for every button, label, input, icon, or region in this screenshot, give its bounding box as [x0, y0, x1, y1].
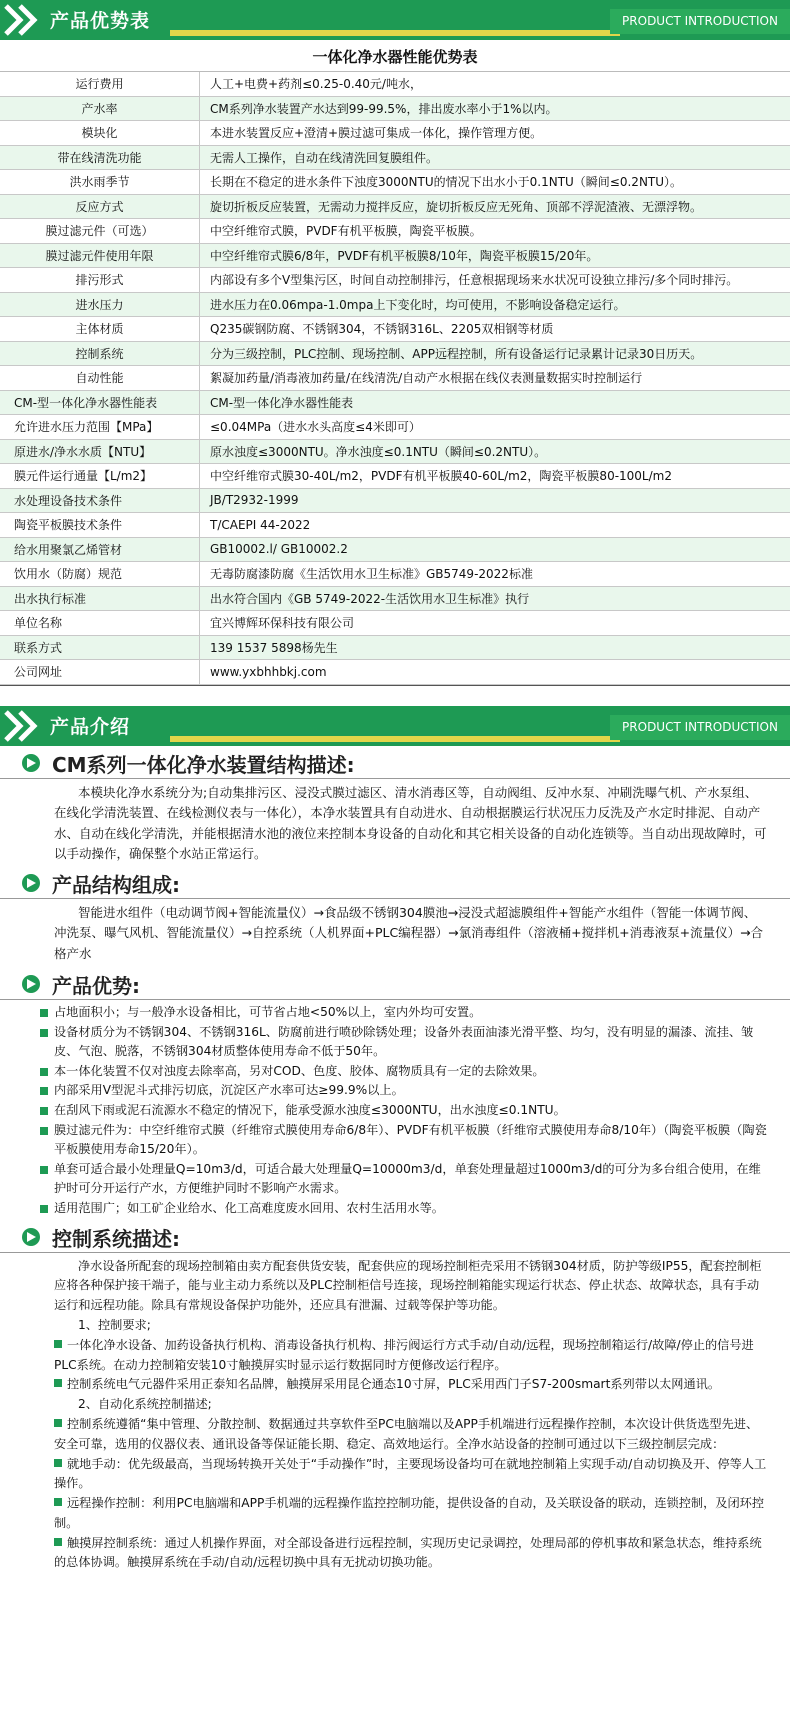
list-item: 远程操作控制：利用PC电脑端和APP手机端的远程操作监控控制功能，提供设备的自动，及关联设备的联动，连锁控制，及闭环控制。: [54, 1496, 765, 1530]
row-value: 进水压力在0.06mpa-1.0mpa上下变化时，均可使用，不影响设备稳定运行。: [200, 292, 790, 317]
list-item: 控制系统电气元器件采用正泰知名品牌，触摸屏采用昆仑通态10寸屏，PLC采用西门子S7-200smart系列带以太网通讯。: [54, 1375, 768, 1395]
list-item: 就地手动：优先级最高，当现场转换开关处于“手动操作”时，主要现场设备均可在就地控制箱上实现手动/自动切换及开、停等人工操作。: [54, 1456, 767, 1491]
play-circle-icon: [22, 975, 40, 993]
row-label: 公司网址: [0, 660, 200, 685]
row-value: 人工+电费+药剂≤0.25-0.40元/吨水，: [200, 72, 790, 96]
control-body: [0, 1252, 790, 1574]
row-label: 出水执行标准: [0, 586, 200, 611]
table-row: [0, 219, 790, 244]
section-structure-composition: [0, 869, 790, 965]
play-circle-icon: [22, 874, 40, 892]
section-control: [0, 1223, 790, 1574]
row-label: 水处理设备技术条件: [0, 488, 200, 513]
row-label: 带在线清洗功能: [0, 145, 200, 170]
row-value: 中空纤维帘式膜30-40L/m2，PVDF有机平板膜40-60L/m2，陶瓷平板膜80-100L/m2: [200, 464, 790, 489]
control-auto-title: 2、自动化系统控制描述;: [78, 1397, 212, 1412]
table-row: [0, 72, 790, 96]
list-item: 触摸屏控制系统：通过人机操作界面，对全部设备进行远程控制，实现历史记录调控，处理局部的停机事故和紧急状态，维持系统的总体协调。触摸屏系统在手动/自动/远程切换中具有无扰动切换功能。: [54, 1535, 762, 1570]
table-row: [0, 194, 790, 219]
table-row: [0, 317, 790, 342]
perf-table-title: 一体化净水器性能优势表: [0, 44, 790, 72]
table-row: [0, 170, 790, 195]
list-item: 膜过滤元件为：中空纤维帘式膜（纤维帘式膜使用寿命6/8年）、PVDF有机平板膜（纤维帘式膜使用寿命8/10年）（陶瓷平板膜（陶瓷平板膜使用寿命15/20年）。: [54, 1121, 768, 1160]
list-item: 适用范围广；如工矿企业给水、化工高难度废水回用、农村生活用水等。: [54, 1199, 768, 1219]
banner-en-label: PRODUCT INTRODUCTION: [610, 715, 790, 740]
row-value: JB/T2932-1999: [200, 488, 790, 513]
row-label: 原进水/净水水质【NTU】: [0, 439, 200, 464]
row-value: 长期在不稳定的进水条件下浊度3000NTU的情况下出水小于0.1NTU（瞬间≤0.2NTU）。: [200, 170, 790, 195]
row-label: 产水率: [0, 96, 200, 121]
control-auto-text: 控制系统遵循“集中管理、分散控制、数据通过共享软件至PC电脑端以及APP手机端进行远程操作控制，本次设计供货选型先进、安全可靠，选用的仪器仪表、通讯设备等保证能长期、稳定、高效地运行。全净水站设备的控制可通过以下三级控制层完成：: [54, 1416, 759, 1451]
list-item: 在刮风下雨或泥石流源水不稳定的情况下，能承受源水浊度≤3000NTU，出水浊度≤0.1NTU。: [54, 1101, 768, 1121]
row-label: 陶瓷平板膜技术条件: [0, 513, 200, 538]
section-structure-desc: [0, 749, 790, 865]
table-row: [0, 121, 790, 146]
banner-title: 产品优势表: [50, 10, 151, 32]
table-row: [0, 341, 790, 366]
table-row: [0, 611, 790, 636]
banner-advantage: [0, 0, 790, 44]
row-label: CM-型一体化净水器性能表: [0, 390, 200, 415]
row-value: Q235碳钢防腐、不锈钢304，不锈钢316L、2205双相钢等材质: [200, 317, 790, 342]
row-value: GB10002.l/ GB10002.2: [200, 537, 790, 562]
row-label: 反应方式: [0, 194, 200, 219]
row-value: 原水浊度≤3000NTU。净水浊度≤0.1NTU（瞬间≤0.2NTU）。: [200, 439, 790, 464]
table-row: [0, 488, 790, 513]
double-chevron-icon: [2, 710, 42, 742]
row-value: CM系列净水装置产水达到99-99.5%，排出废水率小于1%以内。: [200, 96, 790, 121]
table-row: [0, 562, 790, 587]
row-value: 无需人工操作，自动在线清洗回复膜组件。: [200, 145, 790, 170]
table-row: [0, 635, 790, 660]
row-label: 模块化: [0, 121, 200, 146]
banner-en-label: PRODUCT INTRODUCTION: [610, 9, 790, 34]
row-value: 本进水装置反应+澄清+膜过滤可集成一体化，操作管理方便。: [200, 121, 790, 146]
row-value: 出水符合国内《GB 5749-2022-生活饮用水卫生标准》执行: [200, 586, 790, 611]
table-row: [0, 145, 790, 170]
row-value: 分为三级控制，PLC控制、现场控制、APP远程控制，所有设备运行记录累计记录30日历天。: [200, 341, 790, 366]
table-row: [0, 537, 790, 562]
list-item: 占地面积小；与一般净水设备相比，可节省占地<50%以上，室内外均可安置。: [54, 1003, 768, 1023]
row-label: 允许进水压力范围【MPa】: [0, 415, 200, 440]
play-circle-icon: [22, 754, 40, 772]
row-label: 洪水雨季节: [0, 170, 200, 195]
list-item: 本一体化装置不仅对浊度去除率高，另对COD、色度、胶体、腐物质具有一定的去除效果。: [54, 1062, 768, 1082]
section-title: 产品优势:: [52, 970, 766, 999]
list-item: 设备材质分为不锈钢304、不锈钢316L、防腐前进行喷砂除锈处理；设备外表面油漆光滑平整、均匀，没有明显的漏漆、流挂、皱皮、气泡、脱落，不锈钢304材质整体使用寿命不低于50年。: [54, 1023, 768, 1062]
row-label: 排污形式: [0, 268, 200, 293]
row-label: 单位名称: [0, 611, 200, 636]
control-req-list: [54, 1336, 768, 1395]
table-row: [0, 439, 790, 464]
section-title: 产品结构组成:: [52, 869, 766, 898]
square-bullet-icon: [54, 1498, 62, 1506]
row-value: 139 1537 5898杨先生: [200, 635, 790, 660]
row-label: 膜元件运行通量【L/m2】: [0, 464, 200, 489]
row-value: 絮凝加药量/消毒液加药量/在线清洗/自动产水根据在线仪表测量数据实时控制运行: [200, 366, 790, 391]
table-row: [0, 366, 790, 391]
table-row: [0, 243, 790, 268]
banner-title: 产品介绍: [50, 715, 131, 738]
table-row: [0, 586, 790, 611]
section-advantages: [0, 970, 790, 1219]
table-row: [0, 660, 790, 685]
square-bullet-icon: [54, 1538, 62, 1546]
section-title: CM系列一体化净水装置结构描述:: [52, 749, 766, 778]
row-value: 无毒防腐漆防腐《生活饮用水卫生标准》GB5749-2022标准: [200, 562, 790, 587]
square-bullet-icon: [54, 1340, 62, 1348]
row-label: 主体材质: [0, 317, 200, 342]
row-label: 运行费用: [0, 72, 200, 96]
row-label: 给水用聚氯乙烯管材: [0, 537, 200, 562]
control-req-title: 1、控制要求;: [78, 1317, 151, 1332]
row-label: 进水压力: [0, 292, 200, 317]
row-label: 膜过滤元件使用年限: [0, 243, 200, 268]
row-value: 中空纤维帘式膜6/8年，PVDF有机平板膜8/10年，陶瓷平板膜15/20年。: [200, 243, 790, 268]
section-text: 智能进水组件（电动调节阀+智能流量仪）→食品级不锈钢304膜池→浸没式超滤膜组件+智能产水组件（智能一体调节阀、冲洗泵、曝气风机、智能流量仪）→自控系统（人机界面+PLC编程器）→氯消毒组件（溶液桶+搅拌机+消毒液泵+流量仪）→合格产水: [0, 898, 790, 965]
advantage-list: [0, 999, 790, 1219]
table-row: [0, 513, 790, 538]
list-item: 内部采用V型泥斗式排污切底，沉淀区产水率可达≥99.9%以上。: [54, 1081, 768, 1101]
square-bullet-icon: [54, 1459, 62, 1467]
row-value: 中空纤维帘式膜，PVDF有机平板膜，陶瓷平板膜。: [200, 219, 790, 244]
section-title: 控制系统描述:: [52, 1223, 766, 1252]
row-value: 旋切折板反应装置，无需动力搅拌反应，旋切折板反应无死角、顶部不浮泥渣液、无漂浮物。: [200, 194, 790, 219]
table-row: [0, 464, 790, 489]
square-bullet-icon: [54, 1419, 62, 1427]
table-row: [0, 268, 790, 293]
row-value: ≤0.04MPa（进水水头高度≤4米即可）: [200, 415, 790, 440]
row-value: 宜兴博辉环保科技有限公司: [200, 611, 790, 636]
table-row: [0, 415, 790, 440]
row-value: T/CAEPI 44-2022: [200, 513, 790, 538]
play-circle-icon: [22, 1228, 40, 1246]
control-level-list: [54, 1455, 768, 1574]
square-bullet-icon: [54, 1379, 62, 1387]
row-label: 膜过滤元件（可选）: [0, 219, 200, 244]
list-item: 单套可适合最小处理量Q=10m3/d，可适合最大处理量Q=10000m3/d，单套处理量超过1000m3/d的可分为多台组合使用，在维护时可分开运行产水，方便维护同时不影响产水需求。: [54, 1160, 768, 1199]
banner-stripe: [170, 30, 620, 36]
row-value: 内部设有多个V型集污区，时间自动控制排污，任意根据现场来水状况可设独立排污/多个同时排污。: [200, 268, 790, 293]
double-chevron-icon: [2, 4, 42, 36]
table-row: [0, 96, 790, 121]
section-gap: [0, 685, 790, 706]
list-item: 一体化净水设备、加药设备执行机构、消毒设备执行机构、排污阀运行方式手动/自动/远程，现场控制箱运行/故障/停止的信号进PLC系统。在动力控制箱安装10寸触摸屏实时显示运行数据同时方便修改运行程序。: [54, 1337, 754, 1372]
row-value: CM-型一体化净水器性能表: [200, 390, 790, 415]
table-row: [0, 292, 790, 317]
table-row: [0, 390, 790, 415]
perf-table: [0, 72, 790, 685]
control-intro: 净水设备所配套的现场控制箱由卖方配套供货安装，配套供应的现场控制柜壳采用不锈钢304材质，防护等级IP55，配套控制柜应将各种保护接干端子，能与业主动力系统以及PLC控制柜信号连接，现场控制箱能实现运行状态、停止状态、故障状态，具有手动运行和远程功能。除具有常规设备保护功能外，还应具有泄漏、过载等保护等功能。: [54, 1258, 762, 1313]
row-label: 自动性能: [0, 366, 200, 391]
row-value: www.yxbhhbkj.com: [200, 660, 790, 685]
banner-intro: [0, 706, 790, 750]
row-label: 饮用水（防腐）规范: [0, 562, 200, 587]
banner-stripe: [170, 736, 620, 742]
row-label: 联系方式: [0, 635, 200, 660]
row-label: 控制系统: [0, 341, 200, 366]
section-text: 本模块化净水系统分为;自动集排污区、浸没式膜过滤区、清水消毒区等，自动阀组、反冲水泵、冲刷洗曝气机、产水泵组、在线化学清洗装置、在线检测仪表与一体化），本净水装置具有自动进水、自动根据膜运行状况压力反洗及产水定时排泥、自动产水、自动在线化学清洗，并能根据清水池的液位来控制本身设备的自动化和其它相关设备的自动化连锁等。当自动出现故障时，可以手动操作，确保整个水站正常运行。: [0, 778, 790, 865]
